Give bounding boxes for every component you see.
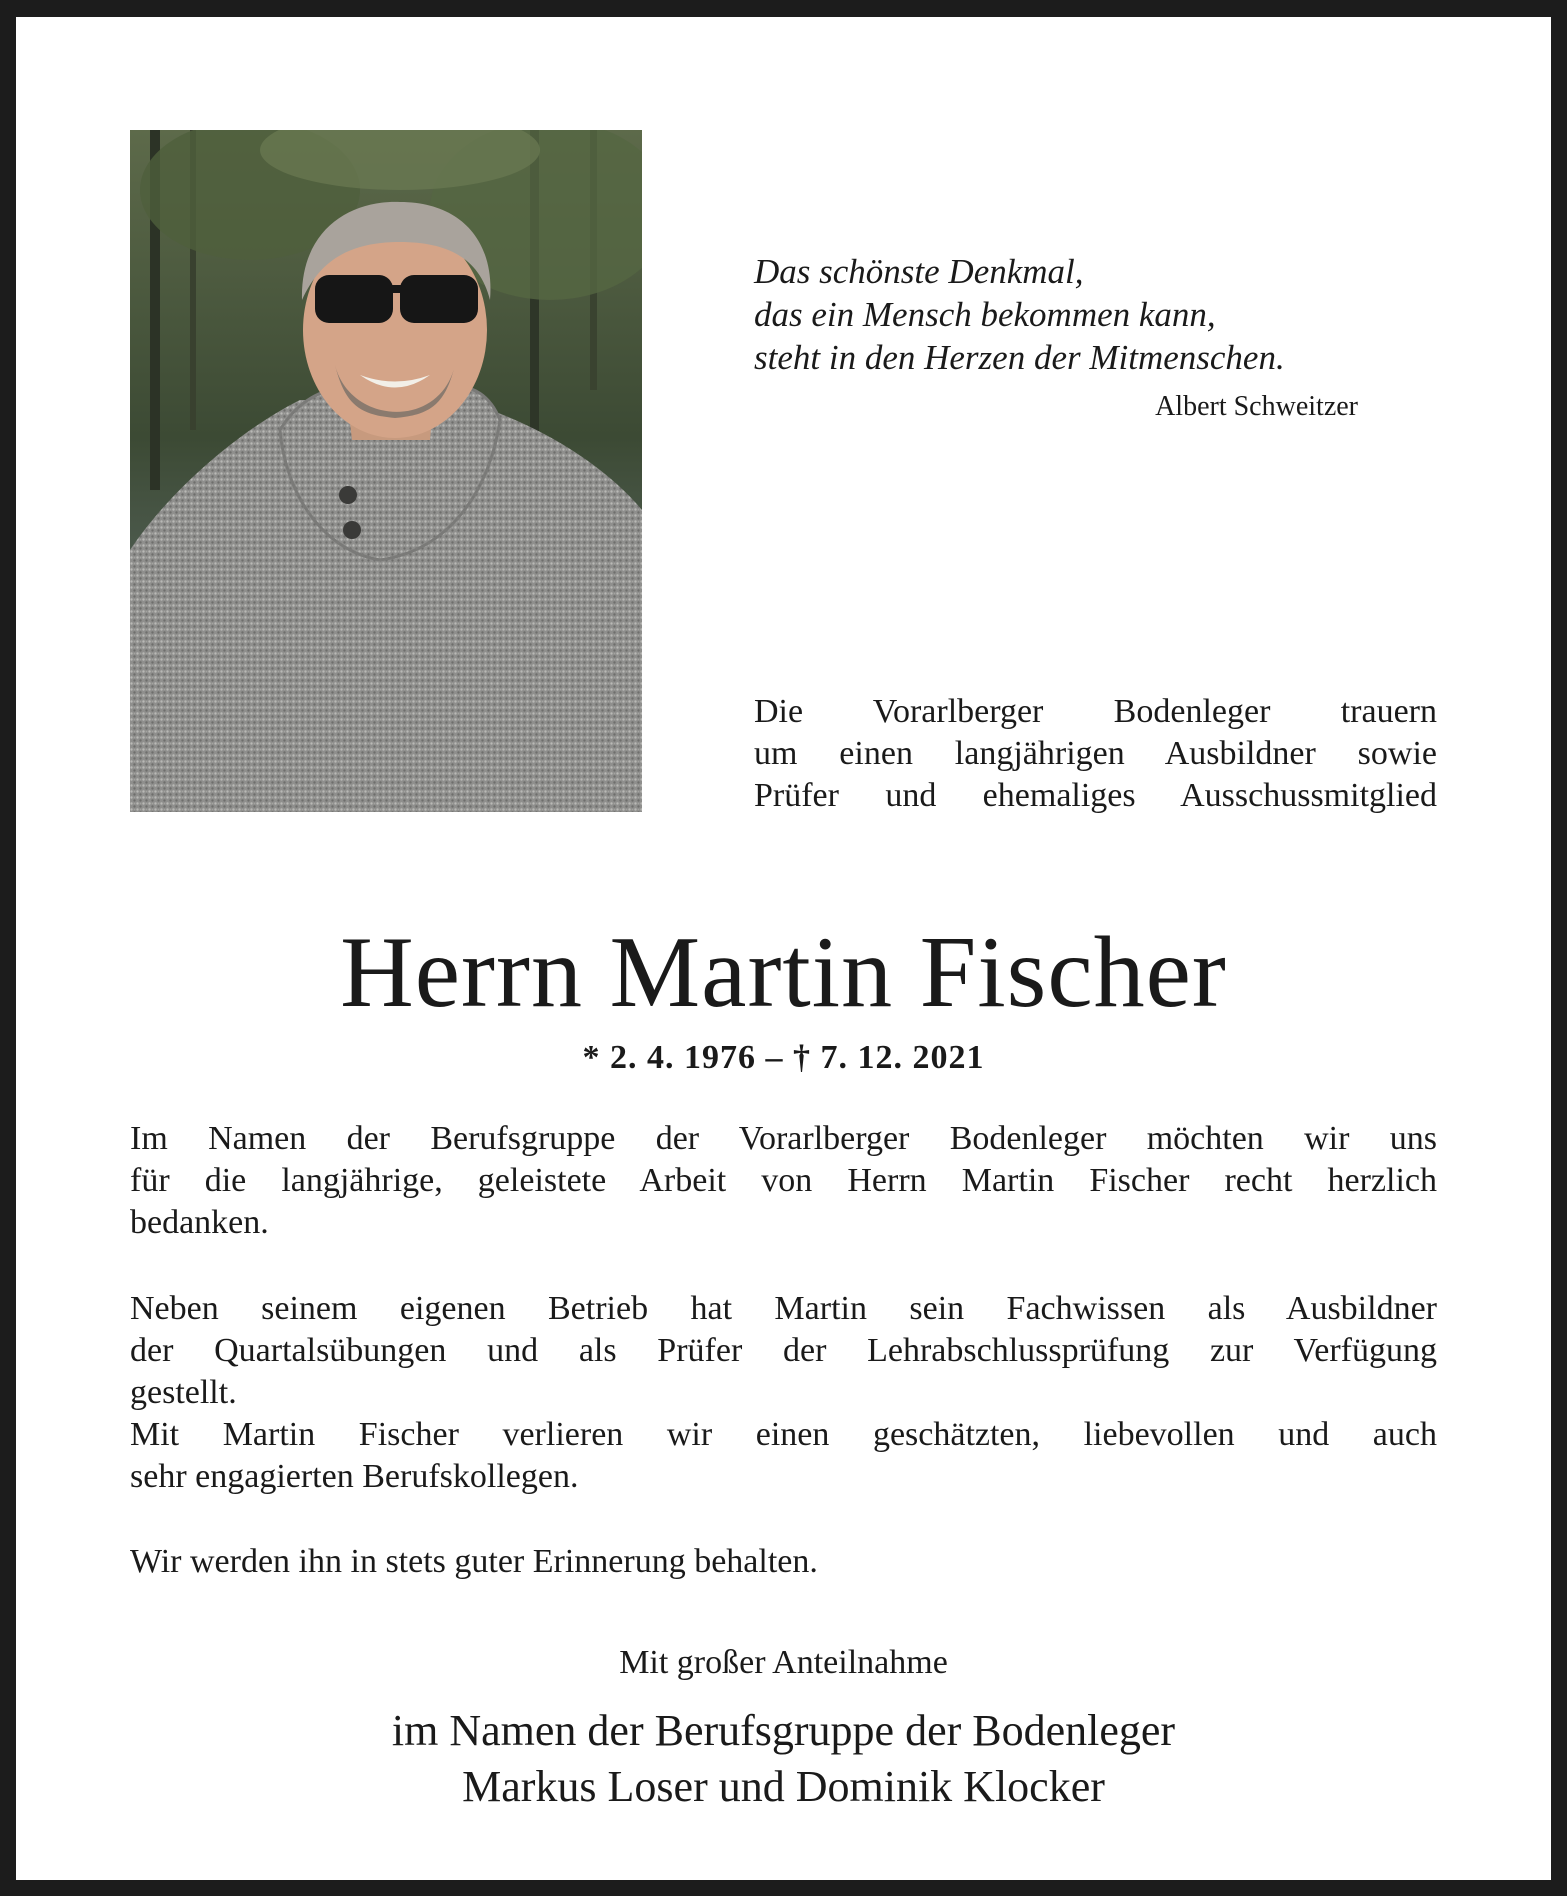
life-dates: * 2. 4. 1976 – † 7. 12. 2021 [582,1039,985,1076]
mourning-line: Prüfer und ehemaliges Ausschussmitglied [754,777,1437,814]
deceased-name: Herrn Martin Fischer [340,916,1227,1029]
body-paragraph-3 [130,1541,1437,1583]
body-line: gestellt. [130,1374,237,1411]
quote-line: Das schönste Denkmal, [754,252,1084,291]
body-line: Wir werden ihn in stets guter Erinnerung behalten. [130,1543,818,1580]
body-line: Neben seinem eigenen Betrieb hat Martin sein Fachwissen als Ausbildner [130,1290,1437,1327]
body-line: sehr engagierten Berufskollegen. [130,1458,579,1495]
mourning-statement [754,691,1437,817]
body-line: für die langjährige, geleistete Arbeit von Herrn Martin Fischer recht herzlich [130,1162,1437,1199]
signature-line: im Namen der Berufsgruppe der Bodenleger [391,1706,1176,1755]
closing-phrase: Mit großer Anteilnahme [619,1644,948,1681]
quote-author: Albert Schweitzer [1155,391,1358,422]
memorial-quote [754,250,1374,379]
body-line: der Quartalsübungen und als Prüfer der Lehrabschlussprüfung zur Verfügung [130,1332,1437,1369]
portrait-photo [130,130,642,812]
portrait-illustration [130,130,642,812]
quote-line: steht in den Herzen der Mitmenschen. [754,338,1285,377]
body-paragraph-2 [130,1288,1437,1498]
body-line: Im Namen der Berufsgruppe der Vorarlberger Bodenleger möchten wir uns [130,1120,1437,1157]
mourning-line: um einen langjährigen Ausbildner sowie [754,735,1437,772]
quote-line: das ein Mensch bekommen kann, [754,295,1216,334]
signature-block [0,1703,1567,1815]
body-line: bedanken. [130,1204,269,1241]
body-paragraph-1 [130,1118,1437,1244]
body-line: Mit Martin Fischer verlieren wir einen geschätzten, liebevollen und auch [130,1416,1437,1453]
signature-line: Markus Loser und Dominik Klocker [462,1762,1105,1811]
mourning-line: Die Vorarlberger Bodenleger trauern [754,693,1437,730]
